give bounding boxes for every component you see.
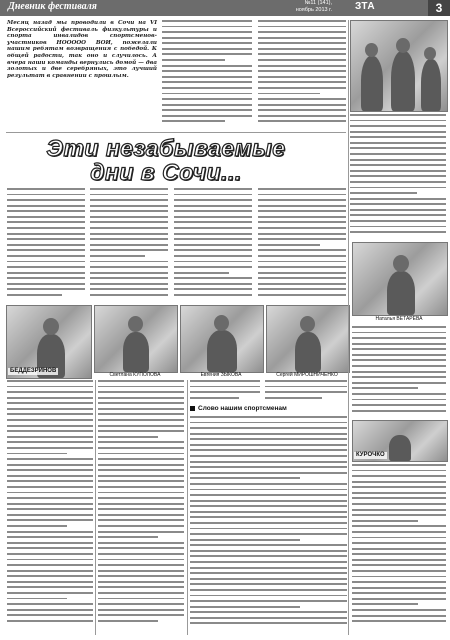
photo-caption-5: Наталья ВЕТАРЕВА — [375, 316, 423, 322]
text-lines — [162, 20, 252, 122]
text-column-low-4a — [265, 380, 347, 404]
photo-caption-2: Светлана КУПОЛОВА — [109, 372, 161, 378]
article-lead: Месяц назад мы проводили в Сочи на VI Всероссийский фестиваль физкультуры и спорта инвалидов спортсменов-участников НООООО ВОИ, пожелали нашим ребятам возвращения с победой. К общей радости, так оно и случилось. А вчера наши команды вернулись домой — два золотых и две серебряных, это лучший результат в сравнении с прошлым. — [7, 20, 157, 79]
photo-athlete-3 — [180, 305, 264, 373]
issue-date: ноябрь 2013 г. — [295, 7, 332, 13]
text-column-low-2 — [98, 380, 184, 635]
issue-info — [262, 0, 332, 14]
photo-athlete-4 — [266, 305, 350, 373]
page-number: 3 — [428, 0, 450, 16]
text-column-mid-2 — [90, 188, 168, 303]
text-column-mid-1 — [7, 188, 85, 303]
photo-team — [350, 20, 448, 112]
column-divider — [95, 380, 96, 635]
photo-caption-1: БЕДДЕЗРИНОВ — [10, 368, 57, 374]
text-column-top-2 — [162, 20, 252, 130]
newspaper-logo: ЗТА — [355, 1, 376, 12]
text-column-low-1 — [7, 380, 93, 635]
section-title: Дневник фестиваля — [8, 1, 97, 12]
bullet-square-icon — [190, 406, 195, 411]
photo-caption-3: Евгения ЗЫКОВА — [200, 372, 242, 378]
photo-athlete-2 — [94, 305, 178, 373]
text-column-right-1 — [350, 114, 446, 239]
photo-caption-6: КУРОЧКО — [356, 452, 385, 458]
column-divider — [187, 380, 188, 635]
column-divider — [348, 20, 349, 635]
text-column-low-3 — [190, 416, 347, 636]
article-title-banner — [6, 136, 326, 184]
page-header — [0, 0, 450, 16]
issue-number: №11 (141), — [304, 0, 332, 6]
text-column-right-3 — [352, 464, 446, 636]
text-column-right-2 — [352, 326, 446, 418]
section-heading-athletes: Слово нашим спортсменам — [190, 405, 320, 412]
article-title: Эти незабываемые дни в Сочи... — [46, 135, 286, 185]
text-column-mid-4 — [258, 188, 346, 303]
text-column-mid-3 — [174, 188, 252, 303]
photo-athlete-5 — [352, 242, 448, 316]
photo-caption-4: Сергей МИРОШНИЧЕНКО — [276, 372, 338, 378]
horizontal-rule — [6, 132, 346, 133]
text-column-low-3a — [190, 380, 260, 404]
text-column-top-3 — [258, 20, 346, 130]
